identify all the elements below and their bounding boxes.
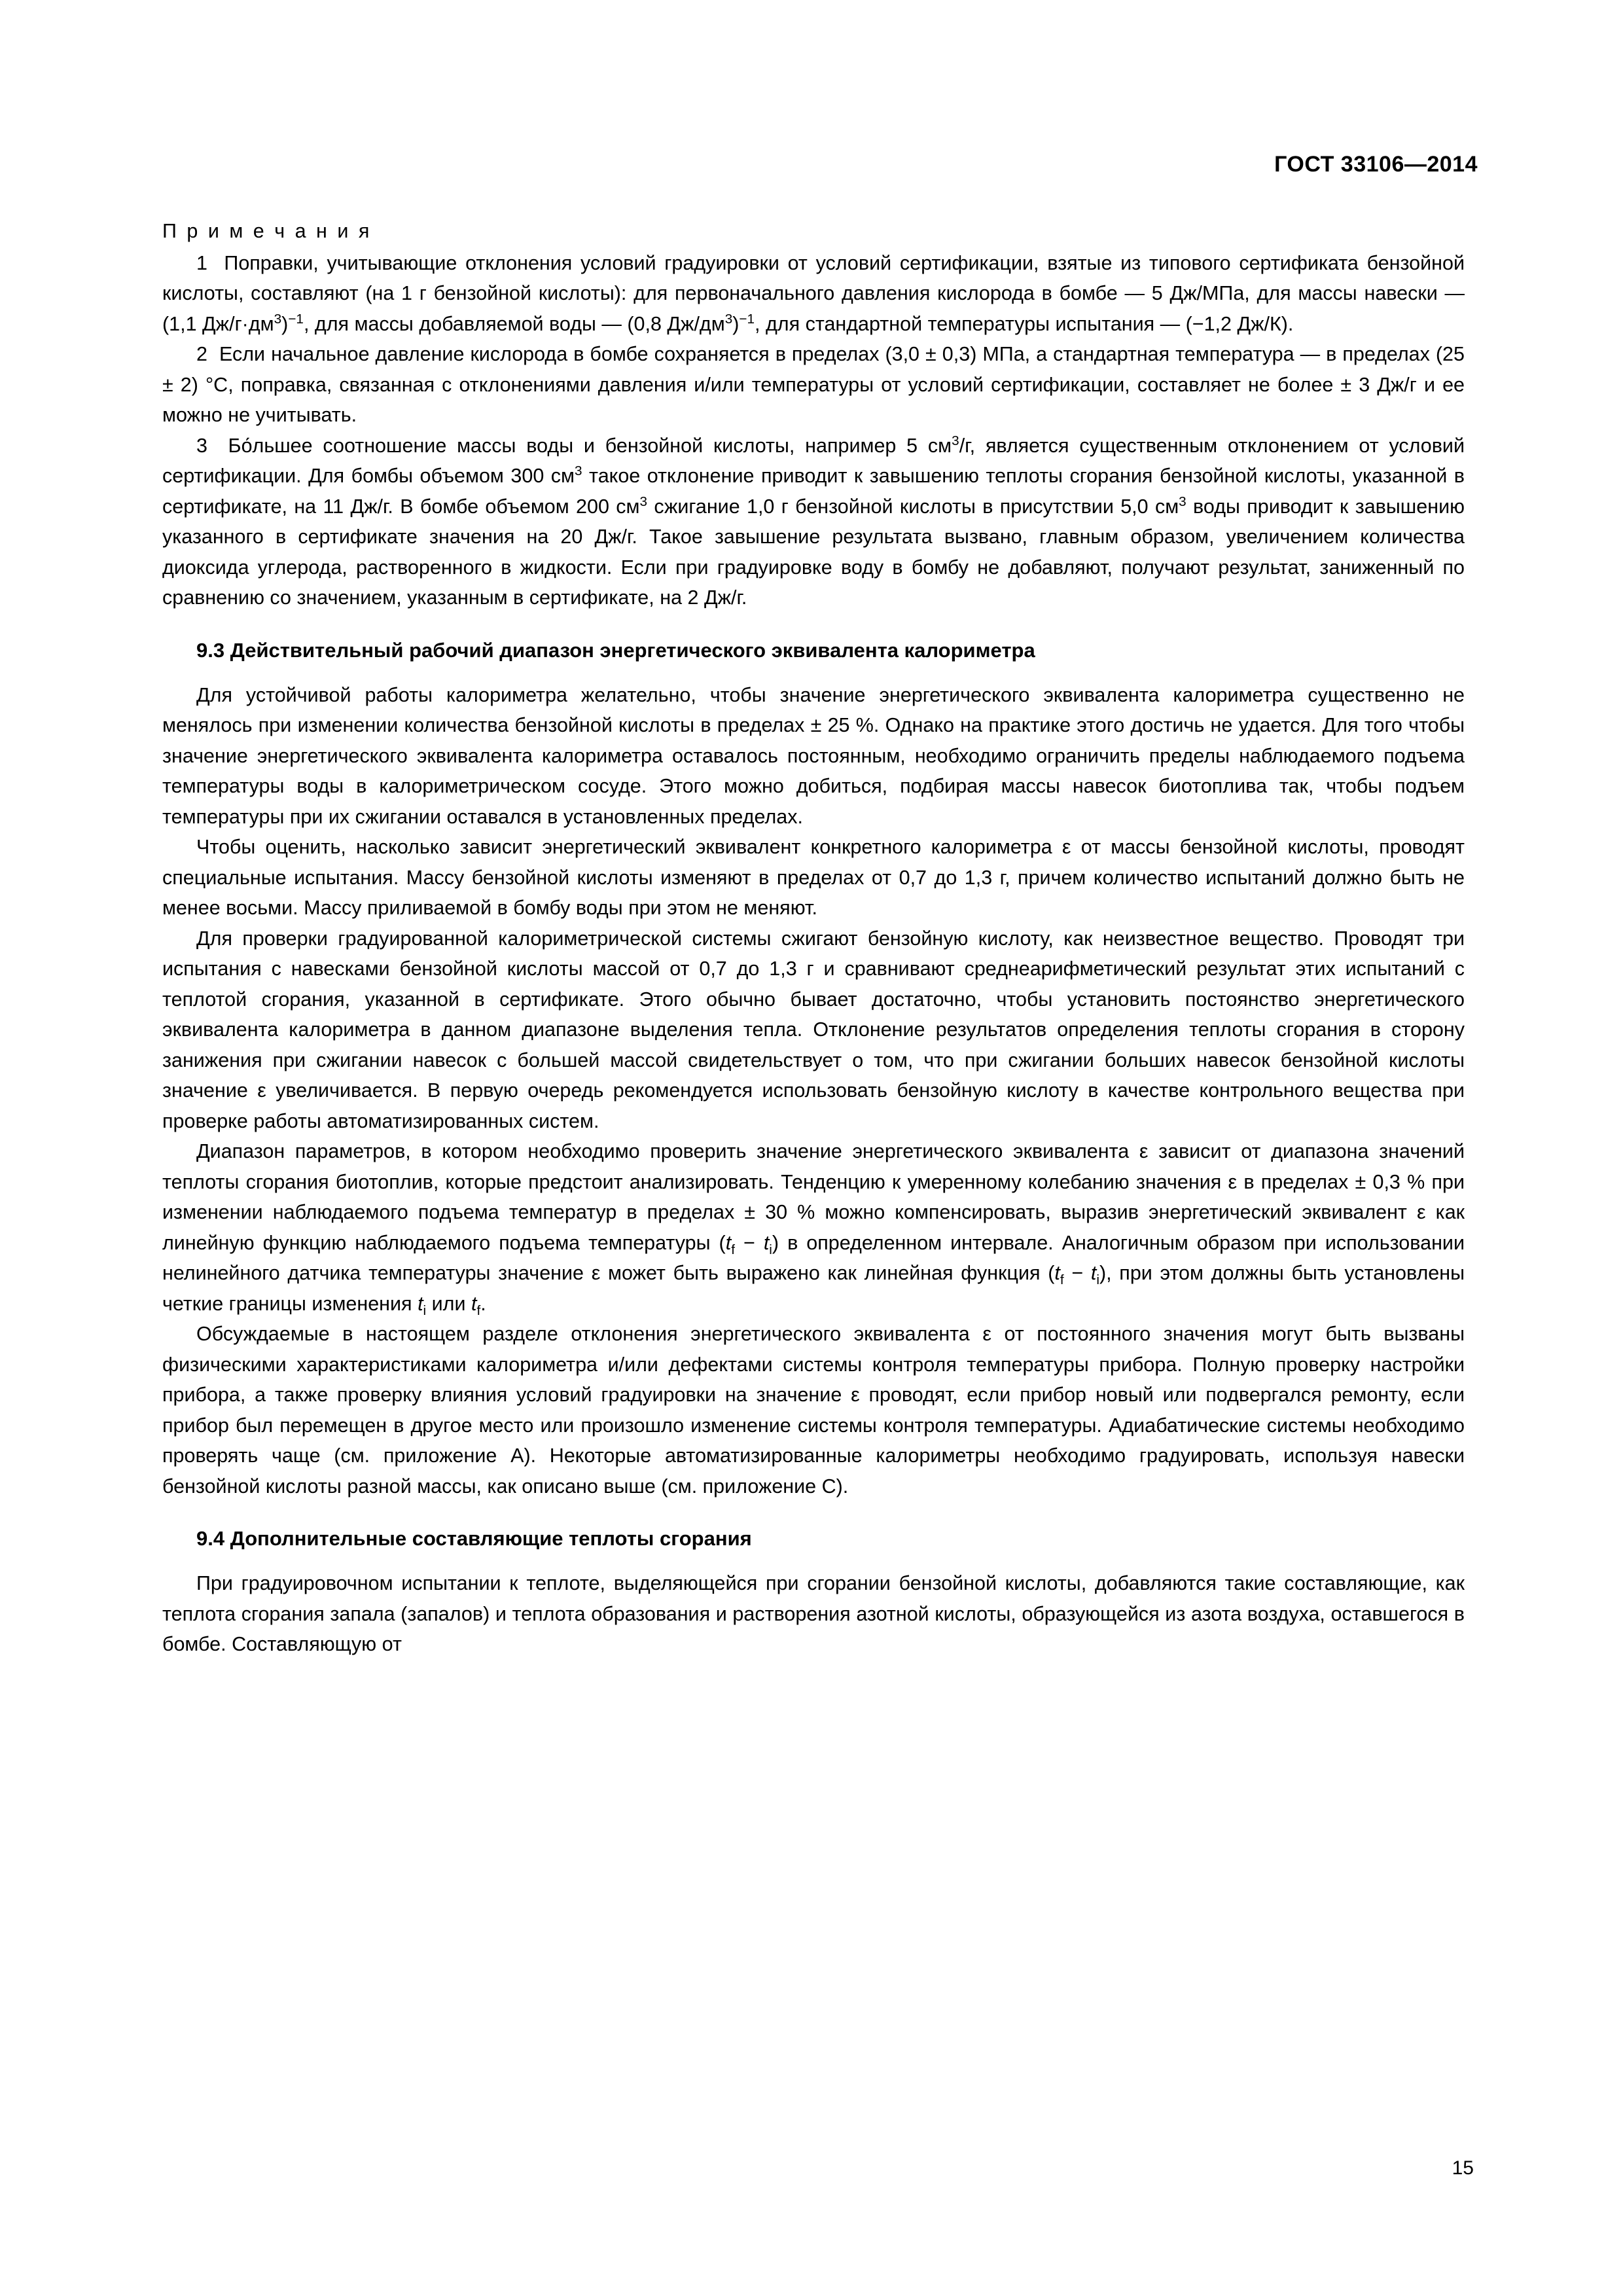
page-number: 15 bbox=[1452, 2157, 1474, 2179]
section-9-3-paragraph-1: Для устойчивой работы калориметра желательно, чтобы значение энергетического эквивалента калориметра существенно не менялось при изменении количества бензойной кислоты в пределах ± 25 %. Однако на практике этого достичь не удается. Для того чтобы значение энергетического эквивалента калориметра оставалось постоянным, необходимо ограничить пределы наблюдаемого подъема температуры воды в калориметрическом сосуде. Этого можно добиться, подбирая массы навесок биотоплива так, чтобы подъем температуры при их сжигании оставался в установленных пределах. bbox=[162, 683, 1465, 828]
note-item-3: 3 Бо́льшее соотношение массы воды и бензойной кислоты, например 5 $см^3/г$, является существенным отклонением от условий сертификации. Для бомбы объемом 300 $см^3$ такое отклонение приводит к завышению теплоты сгорания бензойной кислоты, указанной в сертификате, на 11 Дж/г. В бомбе объемом 200 $см^3$ сжигание 1,0 г бензойной кислоты в присутствии 5,0 $см^3$ воды приводит к завышению указанного в сертификате значения на 20 Дж/г. Такое завышение результата вызвано, главным образом, увеличением количества диоксида углерода, растворенного в жидкости. Если при градуировке воду в бомбу не добавляют, получают результат, заниженный по сравнению со значением, указанным в сертификате, на 2 Дж/г. bbox=[162, 433, 1465, 609]
section-title-9-4: Дополнительные составляющие теплоты сгорания bbox=[230, 1527, 752, 1550]
note-item-1: 1 Поправки, учитывающие отклонения условий градуировки от условий сертификации, взятые из типового сертификата бензойной кислоты, составляют (на 1 г бензойной кислоты): для первоначального давления кислорода в бомбе — 5 Дж/МПа, для массы навески — (1,1 $Дж/г\cdot дм^3)^{-1}$, для массы добавляемой воды — (0,8 $Дж/дм^3)^{-1}$, для стандартной температуры испытания — (−1,2 Дж/К). bbox=[162, 251, 1465, 335]
section-9-3-paragraph-3: Для проверки градуированной калориметрической системы сжигают бензойную кислоту, как неизвестное вещество. Проводят три испытания с навесками бензойной кислоты массой от 0,7 до 1,3 г и сравнивают среднеарифметический результат этих испытаний с теплотой сгорания, указанной в сертификате. Этого обычно бывает достаточно, чтобы установить постоянство энергетического эквивалента калориметра в данном диапазоне выделения тепла. Отклонение результатов определения теплоты сгорания в сторону занижения при сжигании навесок с большей массой свидетельствует о том, что при сжигании больших навесок бензойной кислоты значение ε увеличивается. В первую очередь рекомендуется использовать бензойную кислоту в качестве контрольного вещества при проверке работы автоматизированных систем. bbox=[162, 927, 1465, 1132]
section-heading-9-3 bbox=[162, 636, 1465, 666]
notes-label: П р и м е ч а н и я bbox=[162, 220, 372, 242]
section-9-4-paragraph-1: При градуировочном испытании к теплоте, выделяющейся при сгорании бензойной кислоты, добавляются такие составляющие, как теплота сгорания запала (запалов) и теплота образования и растворения азотной кислоты, образующейся из азота воздуха, оставшегося в бомбе. Составляющую от bbox=[162, 1572, 1465, 1655]
section-9-3-paragraph-4: Диапазон параметров, в котором необходимо проверить значение энергетического эквивалента ε зависит от диапазона значений теплоты сгорания биотоплив, которые предстоит анализировать. Тенденцию к умеренному колебанию значения ε в пределах ± 0,3 % при изменении наблюдаемого подъема температур в пределах ± 30 % можно компенсировать, выразив энергетический эквивалент ε как линейную функцию наблюдаемого подъема температуры $(t_f - t_i)$ в определенном интервале. Аналогичным образом при использовании нелинейного датчика температуры значение ε может быть выражено как линейная функция $(t_f - t_i)$, при этом должны быть установлены четкие границы изменения $t_i$ или $t_f$. bbox=[162, 1140, 1465, 1318]
section-9-3-paragraph-2: Чтобы оценить, насколько зависит энергетический эквивалент конкретного калориметра ε от массы бензойной кислоты, проводят специальные испытания. Массу бензойной кислоты изменяют в пределах от 0,7 до 1,3 г, причем количество испытаний должно быть не менее восьми. Массу приливаемой в бомбу воды при этом не меняют. bbox=[162, 836, 1465, 919]
section-number-9-4: 9.4 bbox=[196, 1527, 225, 1550]
section-9-3-paragraph-5: Обсуждаемые в настоящем разделе отклонения энергетического эквивалента ε от постоянного значения могут быть вызваны физическими характеристиками калориметра и/или дефектами системы контроля температуры прибора. Полную проверку настройки прибора, а также проверку влияния условий градуировки на значение ε проводят, если прибор новый или подвергался ремонту, если прибор был перемещен в другое место или произошло изменение системы контроля температуры. Адиабатические системы необходимо проверять чаще (см. приложение А). Некоторые автоматизированные калориметры необходимо градуировать, используя навески бензойной кислоты разной массы, как описано выше (см. приложение С). bbox=[162, 1323, 1465, 1498]
section-number-9-3: 9.3 bbox=[196, 638, 225, 662]
section-heading-9-4 bbox=[162, 1524, 1465, 1554]
section-title-9-3: Действительный рабочий диапазон энергетического эквивалента калориметра bbox=[230, 638, 1035, 662]
page-header-standard-number: ГОСТ 33106—2014 bbox=[1274, 152, 1478, 177]
note-item-2: 2 Если начальное давление кислорода в бомбе сохраняется в пределах (3,0 ± 0,3) МПа, а стандартная температура — в пределах (25 ± 2) °С, поправка, связанная с отклонениями давления и/или температуры от условий сертификации, составляет не более ± 3 Дж/г и ее можно не учитывать. bbox=[162, 343, 1465, 426]
page-content bbox=[162, 216, 1465, 1660]
